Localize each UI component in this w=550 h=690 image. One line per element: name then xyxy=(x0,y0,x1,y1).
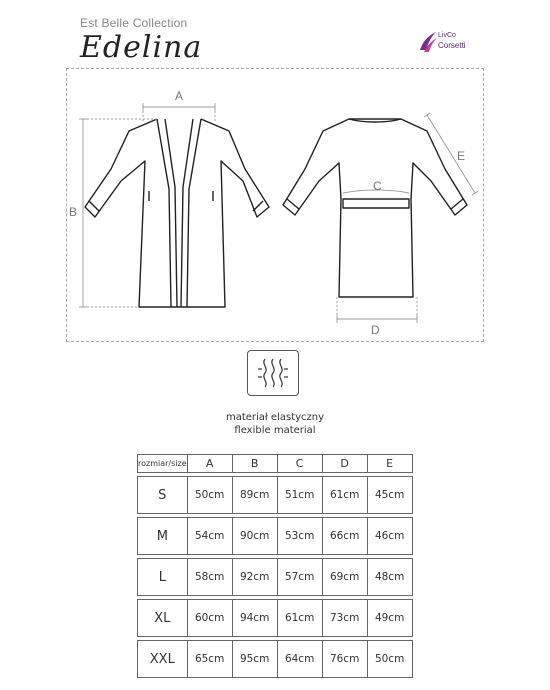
value-cell: 92cm xyxy=(232,559,277,596)
table-row xyxy=(138,641,413,678)
value-cell: 50cm xyxy=(187,477,232,514)
value-cell: 53cm xyxy=(277,518,322,555)
front-robe-outline xyxy=(85,119,269,307)
table-row xyxy=(138,477,413,514)
value-cell: 57cm xyxy=(277,559,322,596)
collection-label: Est Belle Collection xyxy=(80,16,188,30)
product-name: Edelina xyxy=(80,30,203,65)
col-header-d: D xyxy=(322,455,367,473)
dim-label-a: A xyxy=(175,89,184,103)
dimension-lines xyxy=(79,103,478,323)
value-cell: 65cm xyxy=(187,641,232,678)
col-header-e: E xyxy=(367,455,412,473)
value-cell: 94cm xyxy=(232,600,277,637)
value-cell: 64cm xyxy=(277,641,322,678)
value-cell: 51cm xyxy=(277,477,322,514)
value-cell: 76cm xyxy=(322,641,367,678)
col-header-a: A xyxy=(187,455,232,473)
size-header-label: rozmiar/size xyxy=(138,455,188,473)
brand-logo xyxy=(418,30,498,56)
value-cell: 69cm xyxy=(322,559,367,596)
size-cell: S xyxy=(138,477,188,514)
garment-diagram xyxy=(66,68,484,342)
value-cell: 46cm xyxy=(367,518,412,555)
dim-label-d: D xyxy=(371,323,380,337)
size-table xyxy=(137,454,413,678)
value-cell: 50cm xyxy=(367,641,412,678)
dim-label-b: B xyxy=(69,205,78,219)
size-cell: XL xyxy=(138,600,188,637)
value-cell: 89cm xyxy=(232,477,277,514)
size-cell: M xyxy=(138,518,188,555)
col-header-b: B xyxy=(232,455,277,473)
value-cell: 73cm xyxy=(322,600,367,637)
size-cell: L xyxy=(138,559,188,596)
value-cell: 90cm xyxy=(232,518,277,555)
dim-label-e: E xyxy=(457,149,466,163)
value-cell: 95cm xyxy=(232,641,277,678)
size-table-header xyxy=(138,455,413,473)
value-cell: 48cm xyxy=(367,559,412,596)
table-row xyxy=(138,559,413,596)
material-en: flexible material xyxy=(234,425,316,436)
value-cell: 61cm xyxy=(322,477,367,514)
value-cell: 45cm xyxy=(367,477,412,514)
value-cell: 58cm xyxy=(187,559,232,596)
value-cell: 60cm xyxy=(187,600,232,637)
value-cell: 49cm xyxy=(367,600,412,637)
material-pl: materiał elastyczny xyxy=(225,412,325,423)
stretch-fabric-icon xyxy=(247,350,299,396)
garment-drawing xyxy=(67,69,485,343)
brand-line2: Corsetti xyxy=(438,41,466,50)
value-cell: 61cm xyxy=(277,600,322,637)
table-row xyxy=(138,518,413,555)
size-cell: XXL xyxy=(138,641,188,678)
table-row xyxy=(138,600,413,637)
value-cell: 54cm xyxy=(187,518,232,555)
back-robe-outline xyxy=(283,119,467,297)
brand-swirl-icon xyxy=(418,30,438,54)
brand-line1: LivCo xyxy=(438,32,456,39)
dim-label-c: C xyxy=(373,179,382,193)
col-header-c: C xyxy=(277,455,322,473)
value-cell: 66cm xyxy=(322,518,367,555)
